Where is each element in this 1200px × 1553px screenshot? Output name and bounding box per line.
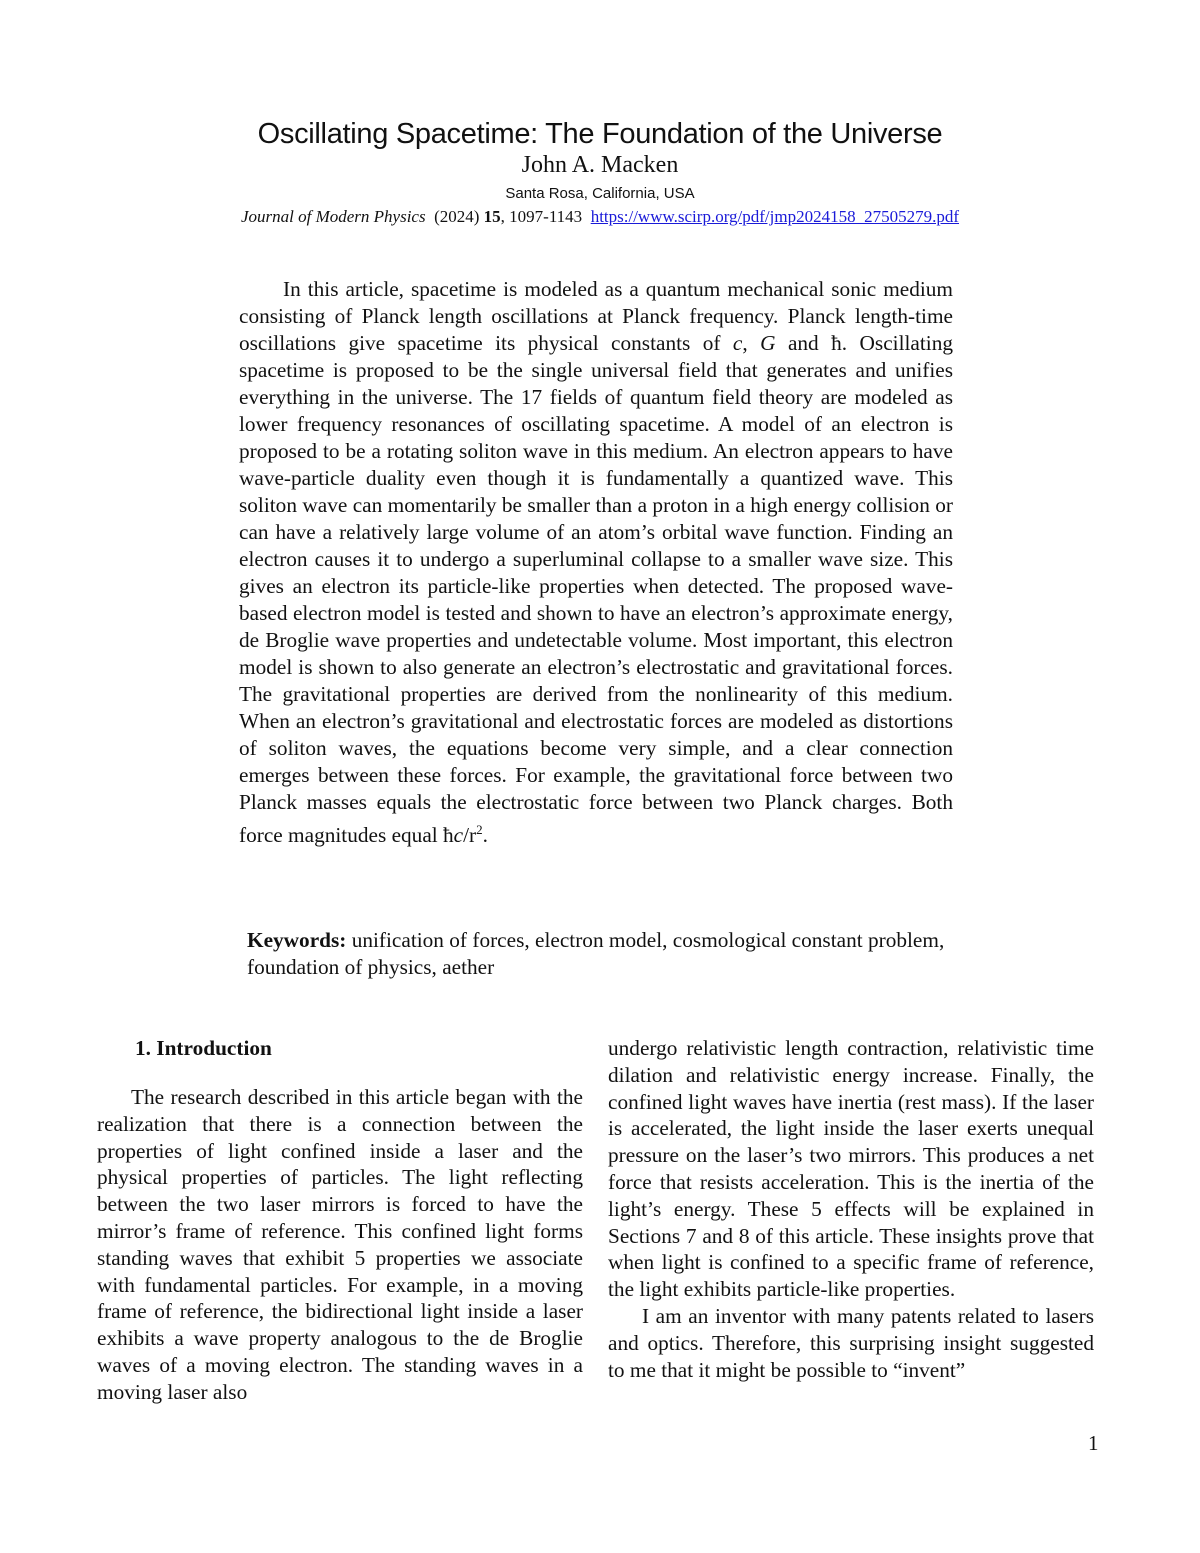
left-column xyxy=(97,1035,583,1406)
citation-url-link[interactable]: https://www.scirp.org/pdf/jmp2024158_27505279.pdf xyxy=(590,207,960,226)
intro-paragraph-1: The research described in this article began with the realization that there is a connection between the properties of light confined inside a laser and the physical properties of particles. The light reflecting between the two laser mirrors is forced to have the mirror’s frame of reference. This confined light forms standing waves that exhibit 5 properties we associate with fundamental particles. For example, in a moving frame of reference, the bidirectional light inside a laser exhibits a wave property analogous to the de Broglie waves of a moving electron. The standing waves in a moving laser also xyxy=(97,1085,583,1404)
formula-c: c xyxy=(453,823,464,848)
citation-pages: , 1097-1143 xyxy=(500,207,583,226)
intro-paragraph-1-continued: undergo relativistic length contraction, relativistic time dilation and relativistic energy increase. Finally, the confined light waves have inertia (rest mass). If the laser is accelerated, the light inside the laser exerts unequal pressure on the laser’s two mirrors. This produces a net force that resists acceleration. This is the inertia of the light’s energy. These 5 effects will be explained in Sections 7 and 8 of this article. These insights prove that when light is confined to a specific frame of reference, the light exhibits particle-like properties. xyxy=(608,1036,1094,1302)
citation-year: (2024) xyxy=(434,207,480,226)
keywords-text: unification of forces, electron model, cosmological constant problem, foundation of physics, aether xyxy=(247,928,945,979)
abstract-end: . xyxy=(482,823,488,848)
citation-volume: 15 xyxy=(483,207,501,226)
formula-r: /r xyxy=(463,823,477,848)
symbol-c: c xyxy=(732,331,743,355)
paper-title: Oscillating Spacetime: The Foundation of the Universe xyxy=(257,118,943,150)
abstract-text-part2: and ħ. Oscillating spacetime is proposed to be the single universal field that generates and unifies everything in the universe. The 17 fields of quantum field theory are modeled as lower frequency resonances of oscillating spacetime. A model of an electron is proposed to be a rotating soliton wave in this medium. An electron appears to have wave-particle duality even though it is fundamentally a quantized wave. This soliton wave can momentarily be smaller than a proton in a high energy collision or can have a relatively large volume of an atom’s orbital wave function. Finding an electron causes it to undergo a superluminal collapse to a smaller wave size. This gives an electron its particle-like properties when detected. The proposed wave-based electron model is tested and shown to have an electron’s approximate energy, de Broglie wave properties and undetectable volume. Most important, this electron model is shown to also generate an electron’s electrostatic and gravitational forces. The gravitational properties are derived from the nonlinearity of this medium. When an electron’s gravitational and electrostatic forces are modeled as distortions of soliton waves, the equations become very simple, and a clear connection emerges between these forces. For example, the gravitational force between two Planck masses equals the electrostatic force between two Planck charges. Both force magnitudes equal ħ xyxy=(239,331,953,848)
journal-citation xyxy=(0,206,1200,228)
section-heading-introduction: 1. Introduction xyxy=(135,1036,272,1060)
keywords xyxy=(247,927,947,981)
formula-exponent: 2 xyxy=(476,822,483,837)
symbol-G: G xyxy=(760,331,776,355)
author-affiliation: Santa Rosa, California, USA xyxy=(505,185,695,202)
abstract-paragraph xyxy=(239,276,953,849)
abstract-text-part1: In this article, spacetime is modeled as a quantum mechanical sonic medium consisting of Planck length oscillations at Planck frequency. Planck length-time oscillations give spacetime its physical constants of xyxy=(239,277,953,355)
author-name: John A. Macken xyxy=(521,152,679,178)
keywords-label: Keywords: xyxy=(247,928,347,952)
journal-name: Journal of Modern Physics xyxy=(240,207,426,226)
abstract-separator: , xyxy=(742,331,761,355)
intro-paragraph-2: I am an inventor with many patents related to lasers and optics. Therefore, this surprising insight suggested to me that it might be possible to “invent” xyxy=(608,1303,1094,1382)
right-column xyxy=(608,1035,1094,1383)
page-number: 1 xyxy=(1088,1431,1099,1455)
abstract xyxy=(239,276,953,849)
